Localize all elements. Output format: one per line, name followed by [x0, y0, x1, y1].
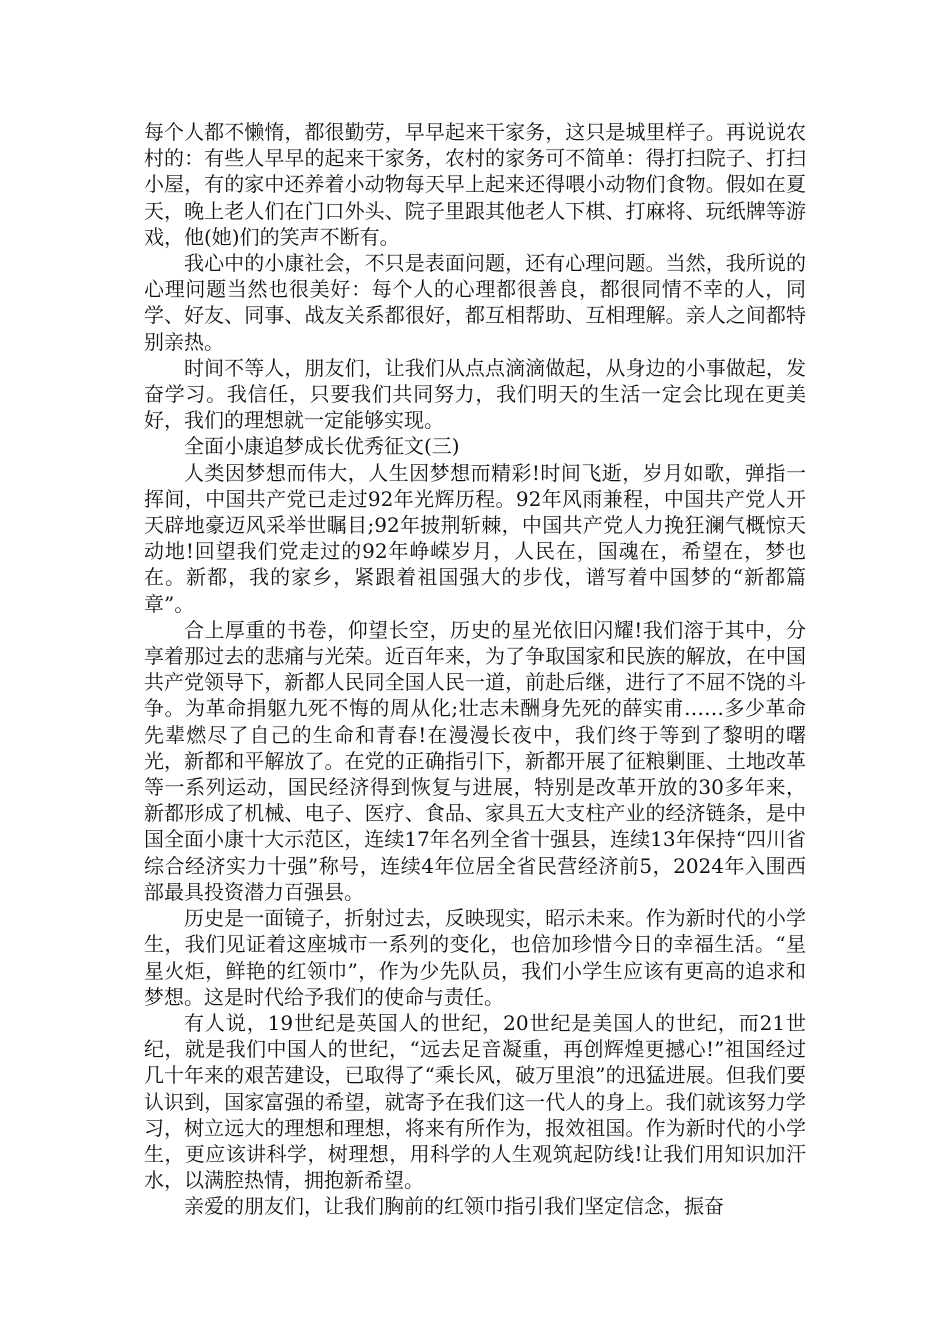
section-heading: 全面小康追梦成长优秀征文(三) — [184, 434, 460, 459]
paragraph-2: 我心中的小康社会，不只是表面问题，还有心理问题。当然，我所说的心理问题当然也很美好：每个人的心理都很善良，都很同情不幸的人，同学、好友、同事、战友关系都很好，都互相帮助、互相理解。亲人之间都特别亲热。 — [144, 251, 806, 354]
paragraph-3: 时间不等人，朋友们，让我们从点点滴滴做起，从身边的小事做起，发奋学习。我信任，只要我们共同努力，我们明天的生活一定会比现在更美好，我们的理想就一定能够实现。 — [144, 355, 806, 433]
paragraph-4: 人类因梦想而伟大，人生因梦想而精彩!时间飞逝，岁月如歌，弹指一挥间，中国共产党已走过92年光辉历程。92年风雨兼程，中国共产党人开天辟地豪迈风采举世瞩目;92年披荆斩棘，中国共产党人力挽狂澜气概惊天动地!回望我们党走过的92年峥嵘岁月，人民在，国魂在，希望在，梦也在。新都，我的家乡，紧跟着祖国强大的步伐，谱写着中国梦的“新都篇章”。 — [144, 460, 806, 616]
paragraph-1: 每个人都不懒惰，都很勤劳，早早起来干家务，这只是城里样子。再说说农村的：有些人早早的起来干家务，农村的家务可不简单：得打扫院子、打扫小屋，有的家中还养着小动物每天早上起来还得喂小动物们食物。假如在夏天，晚上老人们在门口外头、院子里跟其他老人下棋、打麻将、玩纸牌等游戏，他(她)们的笑声不断有。 — [144, 120, 806, 249]
document-body — [144, 119, 806, 1220]
paragraph-5: 合上厚重的书卷，仰望长空，历史的星光依旧闪耀!我们溶于其中，分享着那过去的悲痛与光荣。近百年来，为了争取国家和民族的解放，在中国共产党领导下，新都人民同全国人民一道，前赴后继，进行了不屈不饶的斗争。为革命捐躯九死不悔的周从化;壮志未酬身先死的薛实甫……多少革命先辈燃尽了自己的生命和青春!在漫漫长夜中，我们终于等到了黎明的曙光，新都和平解放了。在党的正确指引下，新都开展了征粮剿匪、土地改革等一系列运动，国民经济得到恢复与进展，特别是改革开放的30多年来，新都形成了机械、电子、医疗、食品、家具五大支柱产业的经济链条，是中国全面小康十大示范区，连续17年名列全省十强县，连续13年保持“四川省综合经济实力十强”称号，连续4年位居全省民营经济前5，2024年入围西部最具投资潜力百强县。 — [144, 617, 806, 904]
paragraph-6: 历史是一面镜子，折射过去，反映现实，昭示未来。作为新时代的小学生，我们见证着这座城市一系列的变化，也倍加珍惜今日的幸福生活。“星星火炬，鲜艳的红领巾”，作为少先队员，我们小学生应该有更高的追求和梦想。这是时代给予我们的使命与责任。 — [144, 906, 806, 1009]
paragraph-7: 有人说，19世纪是英国人的世纪，20世纪是美国人的世纪，而21世纪，就是我们中国人的世纪，“远去足音凝重，再创辉煌更撼心!”祖国经过几十年来的艰苦建设，已取得了“乘长风，破万里浪”的迅猛进展。但我们要认识到，国家富强的希望，就寄予在我们这一代人的身上。我们就该努力学习，树立远大的理想和理想，将来有所作为，报效祖国。作为新时代的小学生，更应该讲科学，树理想，用科学的人生观筑起防线!让我们用知识加汗水，以满腔热情，拥抱新希望。 — [144, 1010, 806, 1193]
paragraph-8: 亲爱的朋友们，让我们胸前的红领巾指引我们坚定信念，振奋 — [184, 1194, 724, 1219]
